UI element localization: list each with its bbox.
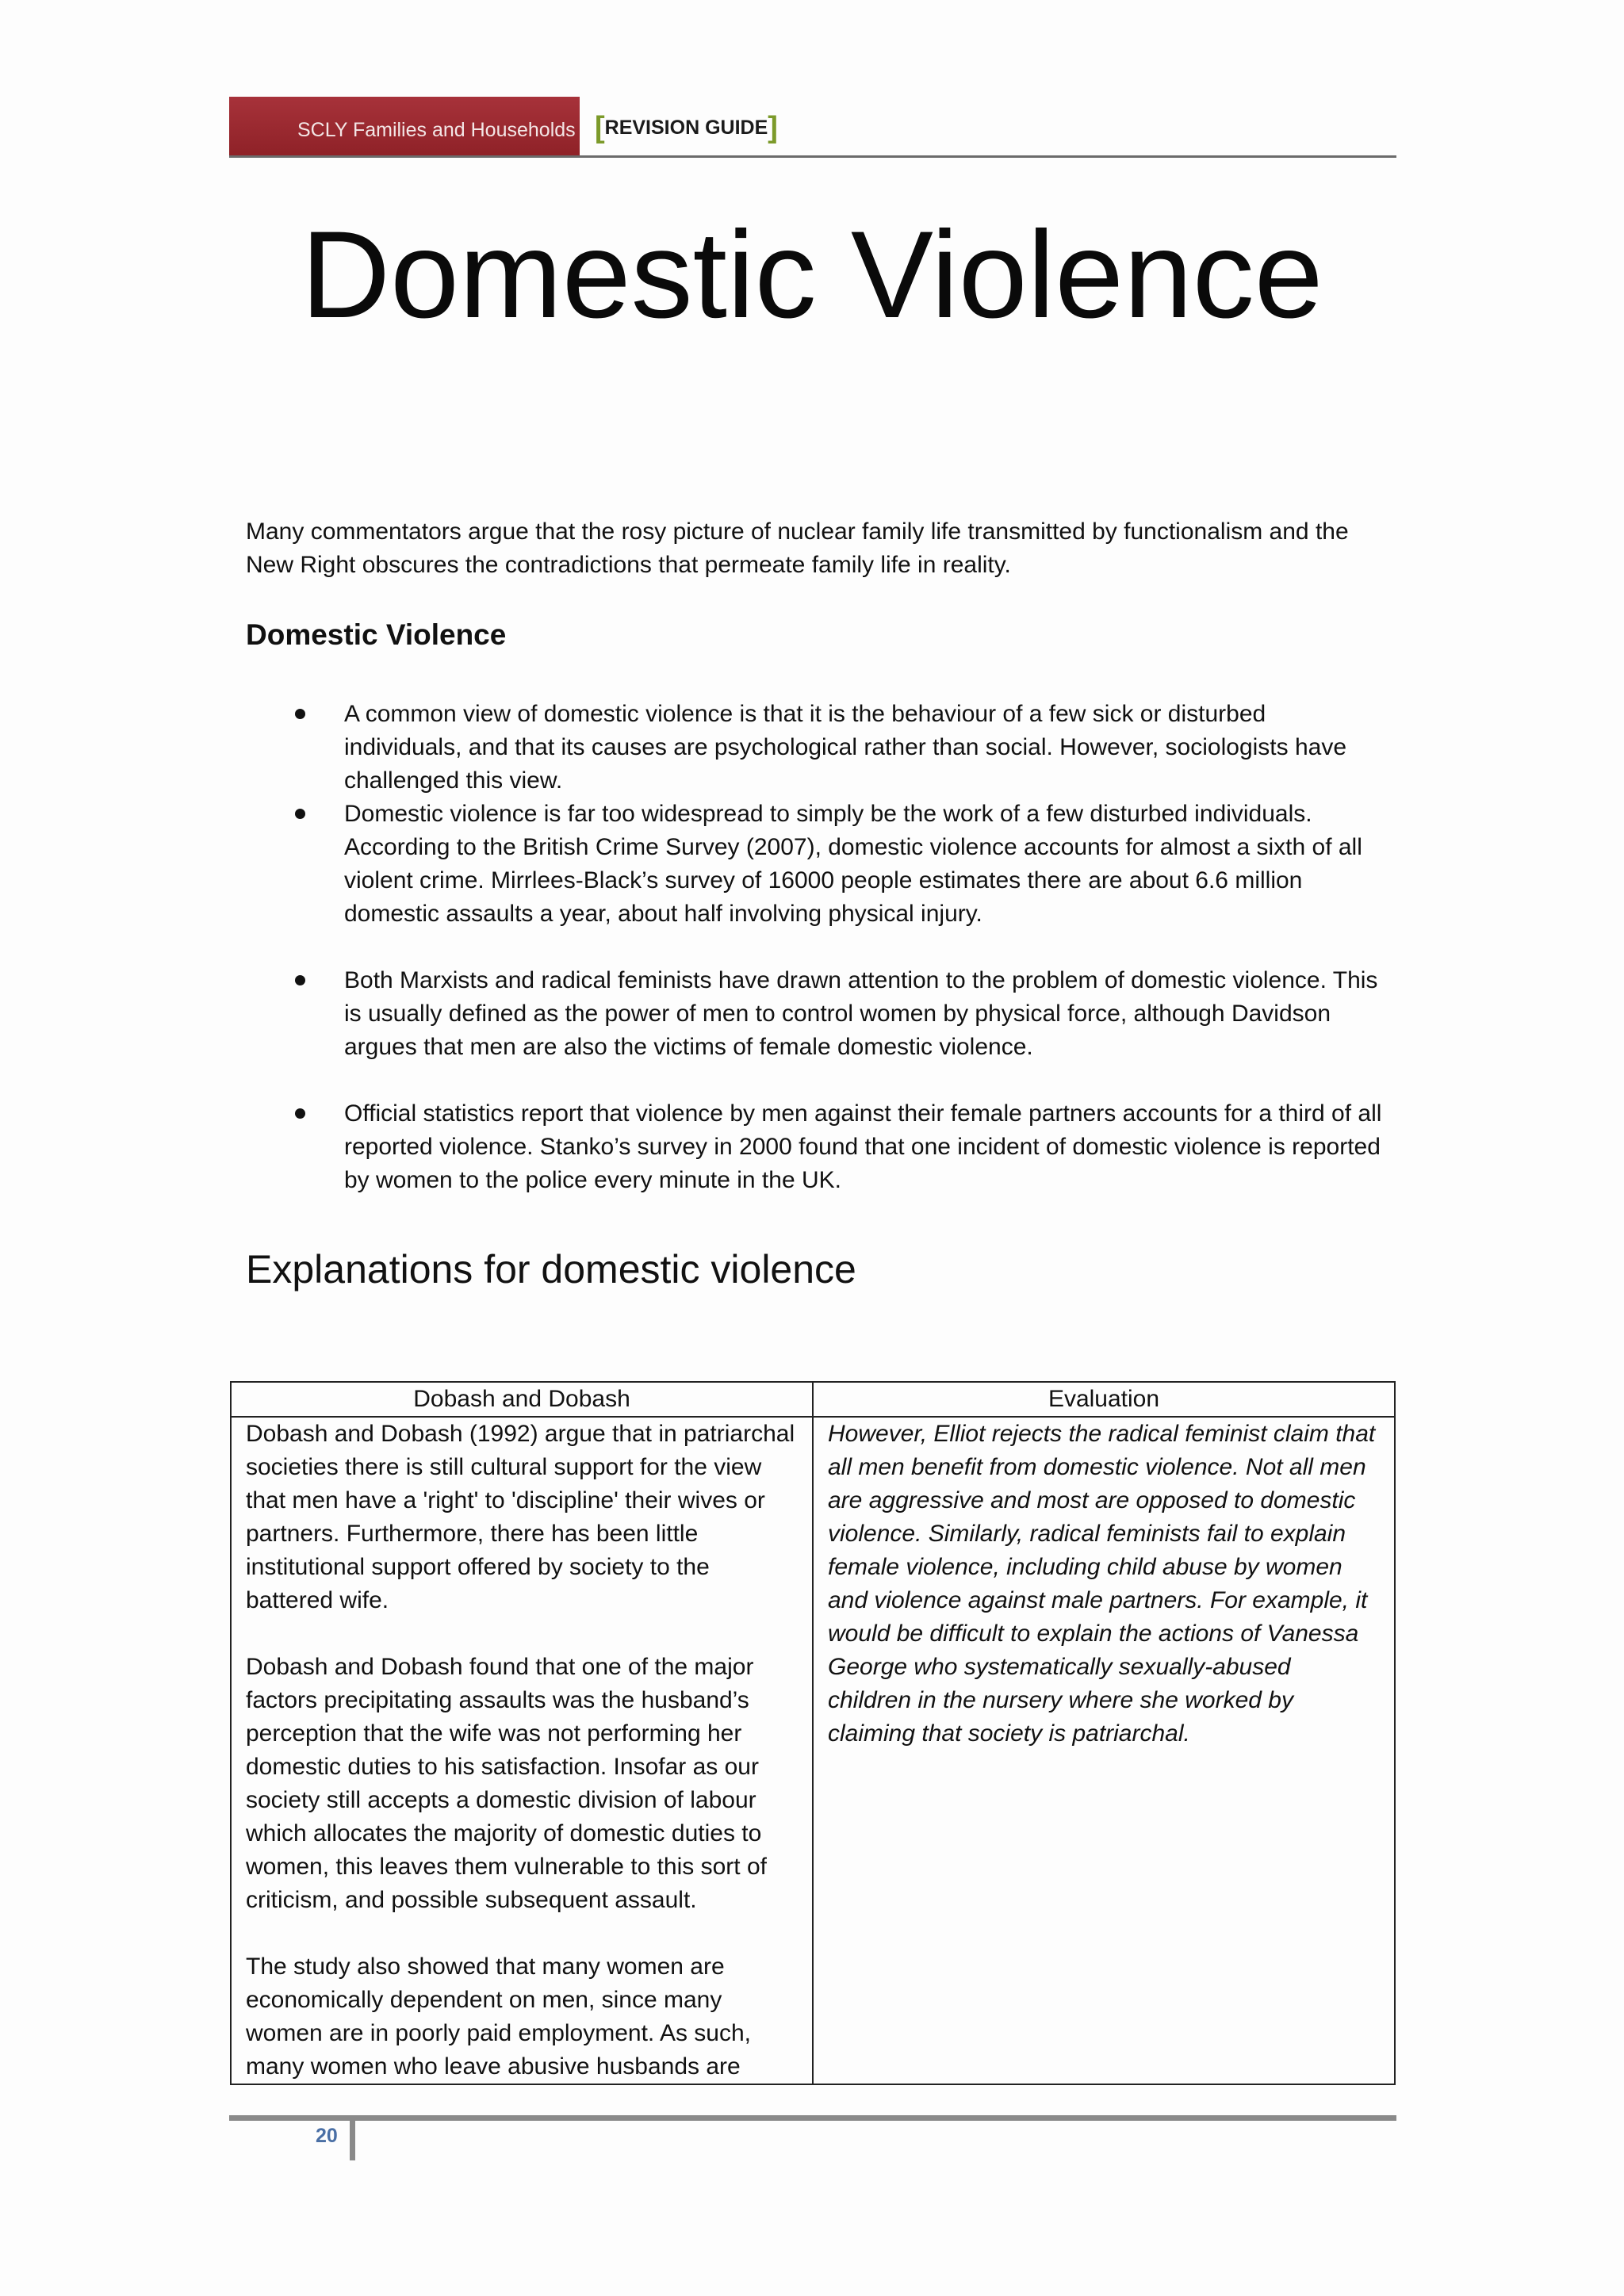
bracket-close: ] [768, 111, 778, 144]
bullet-list [246, 698, 1388, 1197]
bracket-open: [ [595, 111, 605, 144]
dobash-paragraph: The study also showed that many women are economically dependent on men, since many women are in poorly paid employment. As such, many women who leave abusive husbands are [246, 1954, 751, 2080]
revision-guide-text: REVISION GUIDE [604, 117, 768, 139]
dobash-paragraph: Dobash and Dobash (1992) argue that in patriarchal societies there is still cultural support for the view that men have a 'right' to 'discipline' their wives or partners. Furthermore, there has been little institutional support offered by society to the battered wife. [246, 1421, 795, 1613]
table-header-row [231, 1382, 1395, 1417]
page-title: Domestic Violence [301, 206, 1323, 344]
column-header-dobash: Dobash and Dobash [231, 1382, 813, 1417]
section-heading: Domestic Violence [246, 618, 507, 651]
footer-divider [350, 2121, 355, 2160]
bullet-item: Domestic violence is far too widespread to simply be the work of a few disturbed individuals. According to the British Crime Survey (2007), domestic violence accounts for almost a sixth of all violent crime. Mirrlees-Black’s survey of 16000 people estimates there are about 6.6 million domestic assaults a year, about half involving physical injury. [246, 798, 1388, 931]
footer-rule [229, 2115, 1396, 2121]
table-row [231, 1417, 1395, 2084]
intro-paragraph: Many commentators argue that the rosy picture of nuclear family life transmitted by functionalism and the New Right obscures the contradictions that permeate family life in reality. [246, 519, 1349, 578]
bullet-item: Official statistics report that violence by men against their female partners accounts for a third of all reported violence. Stanko’s survey in 2000 found that one incident of domestic violence is reported by women to the police every minute in the UK. [246, 1097, 1388, 1197]
page-number: 20 [316, 2125, 338, 2147]
bullet-item: A common view of domestic violence is that it is the behaviour of a few sick or disturbed individuals, and that its causes are psychological rather than social. However, sociologists have challenged this view. [246, 698, 1388, 798]
header-rule [229, 155, 1396, 158]
evaluation-cell: However, Elliot rejects the radical feminist claim that all men benefit from domestic violence. Not all men are aggressive and most are opposed to domestic violence. Similarly, radical feminists fail to explain female violence, including child abuse by women and violence against male partners. For example, it would be difficult to explain the actions of Vanessa George who systematically sexually-abused children in the nursery where she worked by claiming that society is patriarchal. [813, 1417, 1395, 2084]
dobash-cell [231, 1417, 813, 2084]
explanations-table [230, 1381, 1396, 2085]
dobash-paragraph: Dobash and Dobash found that one of the major factors precipitating assaults was the husband’s perception that the wife was not performing her domestic duties to his satisfaction. Insofar as our society still accepts a domestic division of labour which allocates the majority of domestic duties to women, this leaves them vulnerable to this sort of criticism, and possible subsequent assault. [246, 1654, 767, 1913]
bullet-item: Both Marxists and radical feminists have drawn attention to the problem of domestic violence. This is usually defined as the power of men to control women by physical force, although Davidson argues that men are also the victims of female domestic violence. [246, 964, 1388, 1064]
header-subject: SCLY Families and Households [297, 119, 576, 141]
column-header-evaluation: Evaluation [813, 1382, 1395, 1417]
explanations-heading: Explanations for domestic violence [246, 1247, 856, 1292]
header-guide-label [595, 111, 778, 145]
